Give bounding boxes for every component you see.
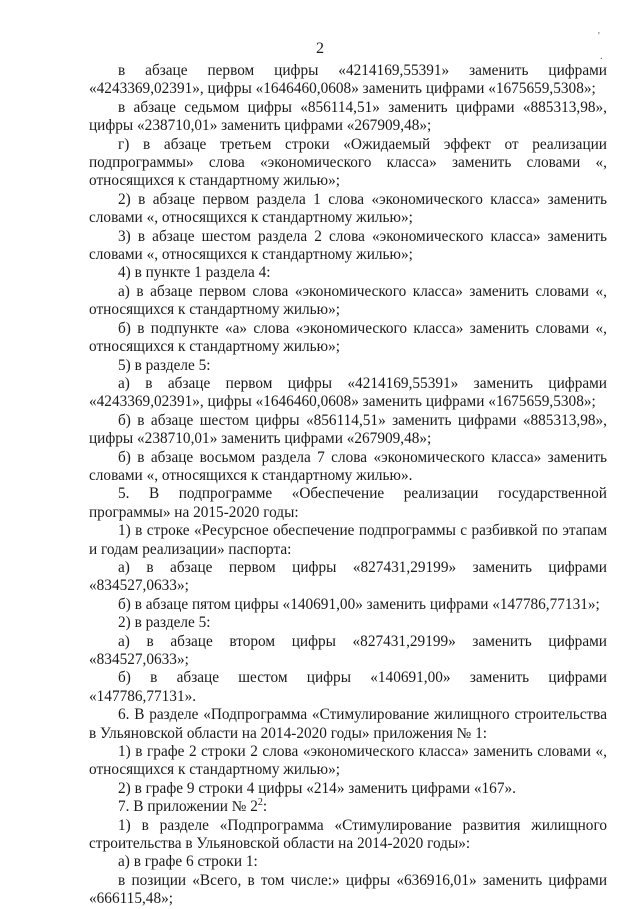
margin-mark: . xyxy=(600,51,603,62)
paragraph: 6. В разделе «Подпрограмма «Стимулирование жилищного строительства в Ульяновской области на 2014-2020 годы» приложения № 1: xyxy=(89,706,607,742)
paragraph: б) в абзаце восьмом раздела 7 слова «экономического класса» заменить словами «, относящихся к стандартному жилью». xyxy=(89,448,607,484)
paragraph: 4) в пункте 1 раздела 4: xyxy=(118,264,271,282)
paragraph: 2) в абзаце первом раздела 1 слова «экономического класса» заменить словами «, относящихся к стандартному жилью»; xyxy=(89,190,607,227)
paragraph: а) в абзаце первом цифры «4214169,55391» заменить цифрами «4243369,02391», цифры «1646460,0608» заменить цифрами «1675659,5308»; xyxy=(89,374,607,411)
paragraph: а) в абзаце первом слова «экономического класса» заменить словами «, относящихся к стандартному жилью»; xyxy=(89,282,607,319)
paragraph: в абзаце первом цифры «4214169,55391» заменить цифрами «4243369,02391», цифры «1646460,0608» заменить цифрами «1675659,5308»; xyxy=(89,62,607,98)
paragraph xyxy=(89,798,607,816)
paragraph: г) в абзаце третьем строки «Ожидаемый эффект от реализации подпрограммы» слова «экономического класса» заменить словами «, относящихся к стандартному жилью»; xyxy=(89,135,607,190)
paragraph: а) в абзаце первом цифры «827431,29199» заменить цифрами «834527,0633»; xyxy=(89,558,607,595)
paragraph-text: 7. В приложении № 2 xyxy=(118,798,258,816)
paragraph: б) в абзаце шестом цифры «140691,00» заменить цифрами «147786,77131». xyxy=(89,669,607,705)
page-number: 2 xyxy=(316,40,324,57)
paragraph: б) в абзаце пятом цифры «140691,00» заменить цифрами «147786,77131»; xyxy=(118,595,600,613)
paragraph: 5. В подпрограмме «Обеспечение реализации государственной программы» на 2015-2020 годы: xyxy=(89,485,607,521)
paragraph: б) в абзаце шестом цифры «856114,51» заменить цифрами «885313,98», цифры «238710,01» заменить цифрами «267909,48»; xyxy=(89,411,607,448)
paragraph: 2) в разделе 5: xyxy=(118,614,211,632)
paragraph: б) в подпункте «а» слова «экономического класса» заменить словами «, относящихся к стандартному жилью»; xyxy=(89,319,607,356)
paragraph: 5) в разделе 5: xyxy=(118,356,211,374)
paragraph: в абзаце седьмом цифры «856114,51» заменить цифрами «885313,98», цифры «238710,01» заменить цифрами «267909,48»; xyxy=(89,98,607,135)
paragraph-colon: : xyxy=(262,798,268,816)
paragraph: 2) в графе 9 строки 4 цифры «214» заменить цифрами «167». xyxy=(118,779,516,797)
paragraph: а) в абзаце втором цифры «827431,29199» заменить цифрами «834527,0633»; xyxy=(89,632,607,668)
paragraph: 1) в графе 2 строки 2 слова «экономического класса» заменить словами «, относящихся к стандартному жилью»; xyxy=(89,743,607,779)
superscript: 2 xyxy=(257,797,263,809)
margin-mark: ' xyxy=(598,31,600,42)
paragraph: 3) в абзаце шестом раздела 2 слова «экономического класса» заменить словами «, относящихся к стандартному жилью»; xyxy=(89,227,607,264)
paragraph: а) в графе 6 строки 1: xyxy=(118,853,258,871)
paragraph: 1) в разделе «Подпрограмма «Стимулирование развития жилищного строительства в Ульяновской области на 2014-2020 годы»: xyxy=(89,816,607,853)
paragraph: в позиции «Всего, в том числе:» цифры «636916,01» заменить цифрами «666115,48»; xyxy=(89,871,607,908)
paragraph: 1) в строке «Ресурсное обеспечение подпрограммы с разбивкой по этапам и годам реализации» паспорта: xyxy=(89,522,607,558)
document-body xyxy=(89,62,607,909)
